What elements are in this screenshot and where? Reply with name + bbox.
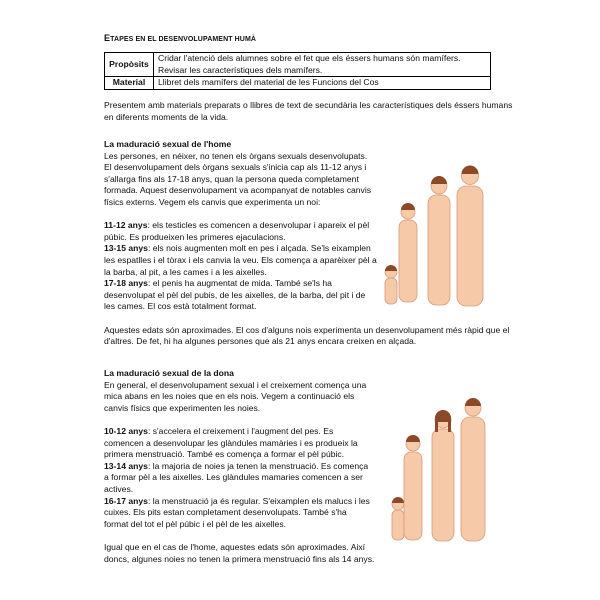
- text-line: Presentem amb materials preparats o llibres de text de secundària les característiques dels éssers humans: [104, 100, 513, 110]
- purpose-line: Revisar les característiques dels mamífers.: [158, 64, 323, 75]
- text-line: El desenvolupament dels òrgans sexuals s'inicia cap als 11-12 anys i: [104, 162, 367, 173]
- section-heading: La maduració sexual de la dona: [104, 368, 234, 378]
- text-line: Aquestes edats són aproximades. El cos d'alguns nois experimenta un desenvolupament més ràpid que el: [104, 324, 510, 335]
- purpose-line: Cridar l'atenció dels alumnes sobre el fet que els éssers humans són mamífers.: [158, 53, 461, 63]
- row-label: Material: [105, 77, 154, 90]
- text-line: d'altres. De fet, hi ha algunes persones que als 21 anys encara creixen en alçada.: [104, 336, 417, 347]
- table-row-material: [105, 77, 491, 90]
- text-line: doncs, algunes noies no tenen la primera menstruació fins als 14 anys.: [104, 553, 375, 564]
- stage-text: : els nois augmenten molt en pes i alçada. Se'ls eixamplen: [147, 243, 371, 254]
- intro-paragraph: [104, 100, 512, 123]
- stage-age: 16-17 anys: [104, 495, 148, 506]
- text-line: primera menstruació. També es comença a formar el pèl púbic.: [104, 449, 345, 460]
- text-line: Les persones, en néixer, no tenen els òrgans sexuals desenvolupats.: [104, 150, 368, 161]
- stage-age: 13-14 anys: [104, 460, 148, 471]
- text-line: a formar pèl a les aixelles. Les glàndules mamaries comencen a ser: [104, 472, 363, 483]
- spacer: [104, 313, 509, 325]
- stage-text: : la majoria de noies ja tenen la menstruació. Es comença: [147, 460, 369, 471]
- table-row-purpose: [105, 53, 491, 77]
- row-value: [154, 77, 491, 90]
- text-line: la barba, al pit, a les cames i a les aixelles.: [104, 266, 267, 277]
- stage-age: 10-12 anys: [104, 425, 148, 436]
- stage-line: [104, 496, 374, 508]
- stage-text: : els testicles es comencen a desenvolupar i apareix el pèl: [147, 220, 370, 231]
- text-line: desenvolupat el pèl del pubis, de les aixelles, de la barba, del pit i de: [104, 289, 366, 300]
- text-line: mica abans en les noies que en els nois. Vegem a continuació els: [104, 391, 355, 402]
- title-initial: E: [104, 33, 111, 43]
- stage-age: 17-18 anys: [104, 278, 148, 289]
- text-line: físics externs. Vegem els canvis que experimenta un noi:: [104, 196, 321, 207]
- stage-age: 13-15 anys: [104, 243, 148, 254]
- text-line: formada. Aquest desenvolupament va acompanyat de notables canvis: [104, 185, 372, 196]
- female-section: [104, 368, 374, 565]
- spacer: [104, 530, 374, 542]
- stage-line: [104, 461, 374, 473]
- row-label: Propòsits: [105, 53, 154, 77]
- material-line: Llibret dels mamífers del material de les Funcions del Cos: [158, 77, 379, 87]
- male-development-illustration: [378, 150, 498, 310]
- text-line: comencen a desenvolupar les glàndules mamàries i es produeix la: [104, 437, 358, 448]
- female-development-illustration: [378, 378, 498, 548]
- text-line: Igual que en el cas de l'home, aquestes edats són aproximades. Així: [104, 541, 366, 552]
- stage-line: [104, 426, 374, 438]
- text-line: en diferents moments de la vida.: [104, 111, 229, 122]
- text-line: s'allarga fins als 17-18 anys, quan la persona queda completament: [104, 173, 359, 184]
- text-line: format del tot el pèl púbic i el pèl de les aixelles.: [104, 518, 287, 529]
- text-line: actives.: [104, 483, 134, 494]
- text-line: les cames. El cos està totalment format.: [104, 301, 257, 312]
- title-rest: TAPES EN EL DESENVOLUPAMENT HUMÀ: [110, 36, 257, 43]
- stage-age: 11-12 anys: [104, 220, 148, 231]
- row-value: [154, 53, 491, 77]
- spacer: [104, 414, 374, 426]
- stage-text: : la menstruació ja és regular. S'eixamplen els malucs i les: [147, 495, 370, 506]
- stage-text: : s'accelera el creixement i l'augment del pes. Es: [147, 425, 334, 436]
- text-line: canvis físics que experimenten les noies.: [104, 402, 261, 413]
- text-line: En general, el desenvolupament sexual i el creixement comença una: [104, 379, 367, 390]
- purpose-material-table: [104, 52, 491, 90]
- text-line: les espatlles i el tòrax i els canvia la veu. Els comença a aparèixer pèl a: [104, 254, 377, 265]
- stage-text: : el penis ha augmentat de mida. També se'ls ha: [147, 278, 332, 289]
- page-title: [104, 33, 256, 46]
- section-heading: La maduració sexual de l'home: [104, 139, 232, 149]
- text-line: cuixes. Els pits estan completament desenvolupats. També s'ha: [104, 507, 347, 518]
- text-line: púbic. Es produeixen les primeres ejaculacions.: [104, 231, 286, 242]
